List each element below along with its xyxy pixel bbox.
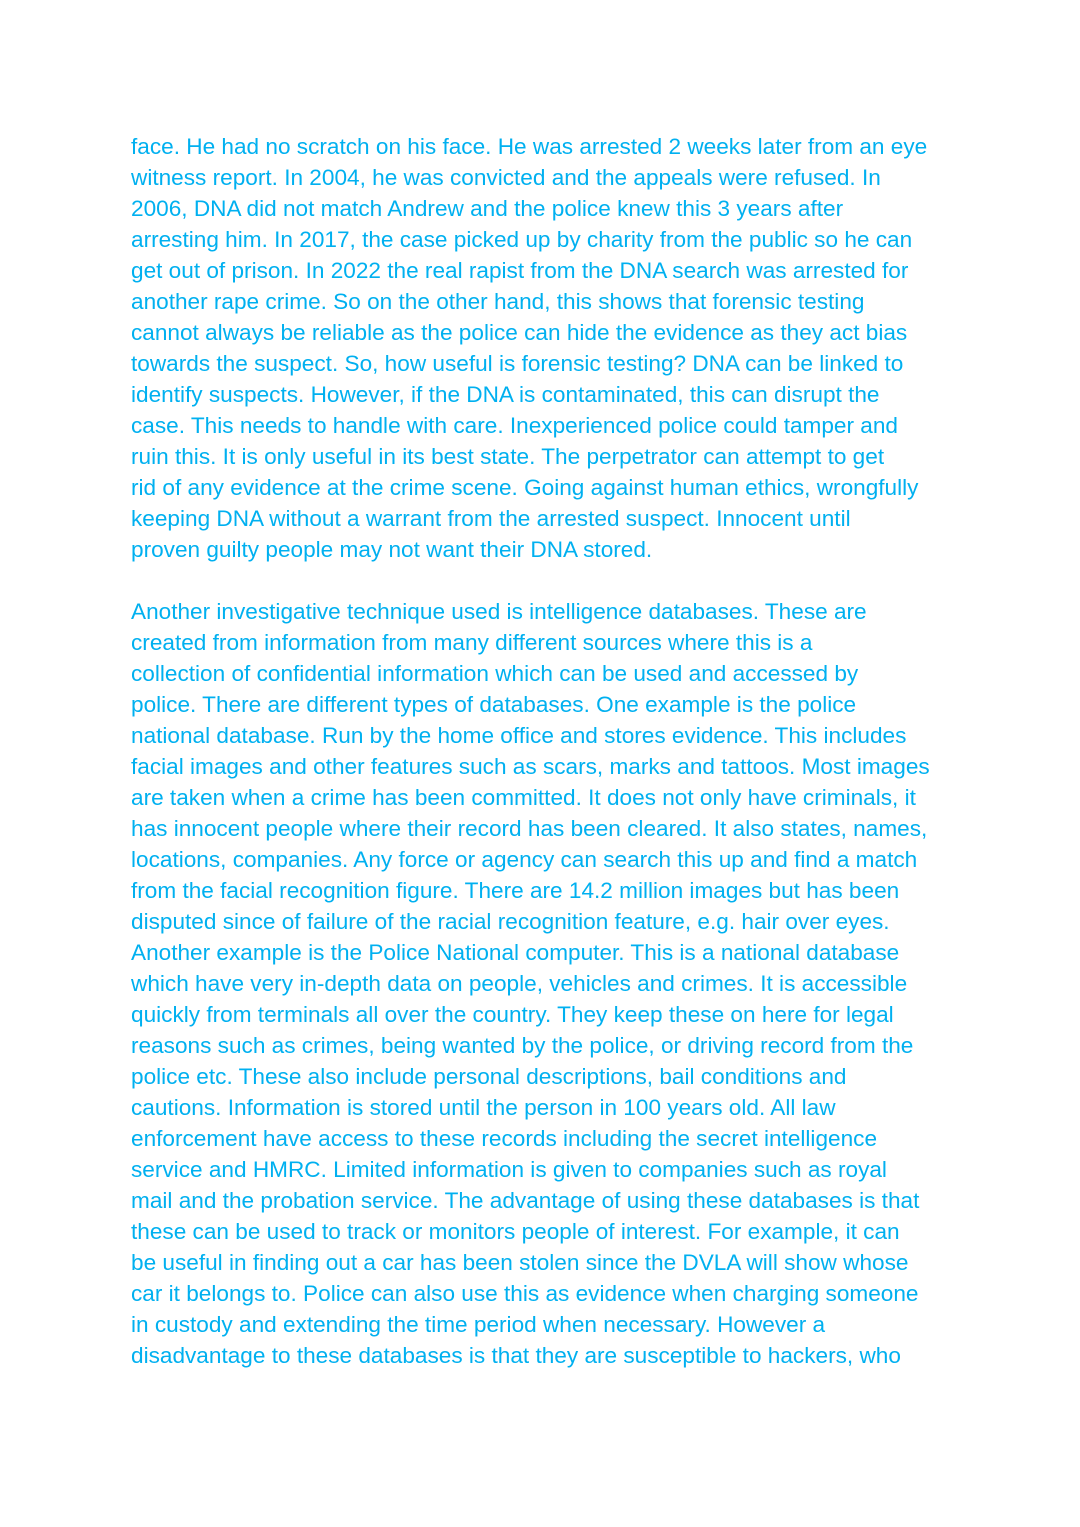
- text-line: proven guilty people may not want their DNA stored.: [131, 537, 653, 562]
- text-line: has innocent people where their record has been cleared. It also states, names,: [131, 816, 928, 841]
- text-line: face. He had no scratch on his face. He was arrested 2 weeks later from an eye: [131, 134, 928, 159]
- text-line: police. There are different types of databases. One example is the police: [131, 692, 857, 717]
- text-line: identify suspects. However, if the DNA is contaminated, this can disrupt the: [131, 382, 880, 407]
- text-line: locations, companies. Any force or agency can search this up and find a match: [131, 847, 918, 872]
- text-line: national database. Run by the home office and stores evidence. This includes: [131, 723, 907, 748]
- text-line: police etc. These also include personal descriptions, bail conditions and: [131, 1064, 847, 1089]
- text-line: case. This needs to handle with care. Inexperienced police could tamper and: [131, 413, 898, 438]
- text-line: facial images and other features such as scars, marks and tattoos. Most images: [131, 754, 930, 779]
- text-line: cautions. Information is stored until the person in 100 years old. All law: [131, 1095, 836, 1120]
- text-line: which have very in-depth data on people, vehicles and crimes. It is accessible: [131, 971, 908, 996]
- text-line: witness report. In 2004, he was convicted and the appeals were refused. In: [131, 165, 881, 190]
- text-line: enforcement have access to these records including the secret intelligence: [131, 1126, 878, 1151]
- text-line: 2006, DNA did not match Andrew and the police knew this 3 years after: [131, 196, 844, 221]
- paragraph-forensic-testing: [131, 131, 961, 565]
- text-line: Another investigative technique used is intelligence databases. These are: [131, 599, 867, 624]
- text-line: ruin this. It is only useful in its best state. The perpetrator can attempt to get: [131, 444, 885, 469]
- text-line: towards the suspect. So, how useful is forensic testing? DNA can be linked to: [131, 351, 904, 376]
- text-line: disadvantage to these databases is that they are susceptible to hackers, who: [131, 1343, 901, 1368]
- text-line: be useful in finding out a car has been stolen since the DVLA will show whose: [131, 1250, 909, 1275]
- text-line: in custody and extending the time period when necessary. However a: [131, 1312, 826, 1337]
- text-line: quickly from terminals all over the country. They keep these on here for legal: [131, 1002, 894, 1027]
- text-line: mail and the probation service. The advantage of using these databases is that: [131, 1188, 920, 1213]
- text-line: are taken when a crime has been committed. It does not only have criminals, it: [131, 785, 916, 810]
- text-line: cannot always be reliable as the police can hide the evidence as they act bias: [131, 320, 908, 345]
- text-line: created from information from many different sources where this is a: [131, 630, 813, 655]
- text-line: collection of confidential information which can be used and accessed by: [131, 661, 859, 686]
- text-line: these can be used to track or monitors people of interest. For example, it can: [131, 1219, 900, 1244]
- text-line: another rape crime. So on the other hand, this shows that forensic testing: [131, 289, 865, 314]
- text-line: disputed since of failure of the racial recognition feature, e.g. hair over eyes.: [131, 909, 890, 934]
- text-line: get out of prison. In 2022 the real rapist from the DNA search was arrested for: [131, 258, 909, 283]
- text-line: car it belongs to. Police can also use this as evidence when charging someone: [131, 1281, 919, 1306]
- text-line: rid of any evidence at the crime scene. Going against human ethics, wrongfully: [131, 475, 919, 500]
- text-line: reasons such as crimes, being wanted by the police, or driving record from the: [131, 1033, 914, 1058]
- text-line: service and HMRC. Limited information is given to companies such as royal: [131, 1157, 887, 1182]
- text-line: keeping DNA without a warrant from the arrested suspect. Innocent until: [131, 506, 851, 531]
- text-line: arresting him. In 2017, the case picked up by charity from the public so he can: [131, 227, 913, 252]
- paragraph-intelligence-databases: [131, 596, 961, 1371]
- text-line: Another example is the Police National computer. This is a national database: [131, 940, 900, 965]
- text-line: from the facial recognition figure. There are 14.2 million images but has been: [131, 878, 900, 903]
